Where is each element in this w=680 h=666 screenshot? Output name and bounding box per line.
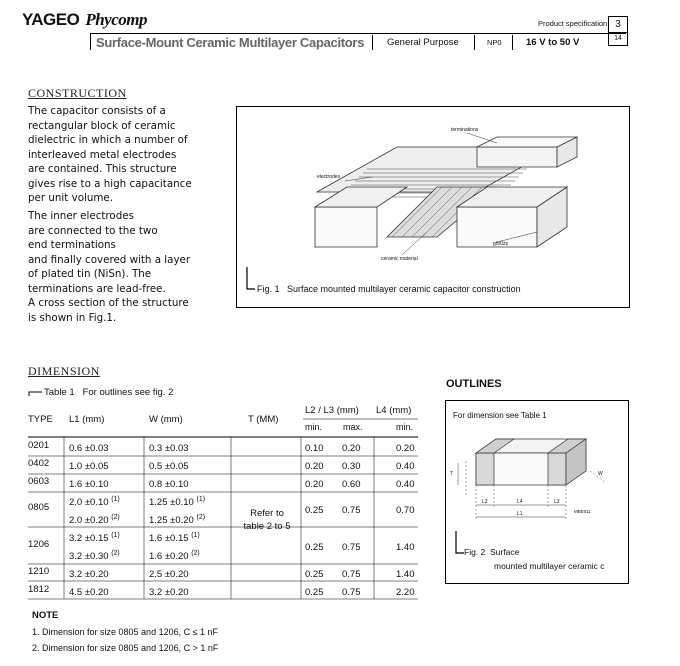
total-pages: 14	[614, 35, 622, 42]
label-drawing-code: ghr0zz	[493, 241, 509, 247]
row-1206-wb: 1.6 ±0.20 $^{(2)}$	[149, 550, 200, 563]
note-1: 1. Dimension for size 0805 and 1206, C ≤ 1 nF	[32, 627, 219, 637]
row-1812-l2max: 0.75	[342, 587, 361, 598]
col-l4-min-header: min.	[396, 422, 414, 432]
row-1812-l2min: 0.25	[305, 587, 324, 598]
col-l2l3-header: L2 / L3 (mm)	[305, 405, 359, 416]
outlines-note: For dimension see Table 1	[453, 411, 547, 420]
row-1812-l4min: 2.20	[396, 587, 415, 598]
label-w: W	[598, 471, 603, 477]
row-1206-l1b: 3.2 ±0.30 $^{(2)}$	[69, 550, 120, 563]
header-divider	[474, 35, 475, 50]
fig2-caption: Fig. 2 Surface	[464, 547, 520, 557]
row-0603-w: 0.8 ±0.10	[149, 479, 189, 490]
row-1210-w: 2.5 ±0.20	[149, 569, 189, 580]
row-1206-type: 1206	[28, 539, 50, 550]
row-0201-l2max: 0.20	[342, 443, 361, 454]
row-0805-l1a: 2.0 ±0.10 $^{(1)}$	[69, 496, 120, 509]
row-1206-l2max: 0.75	[342, 542, 361, 553]
outlines-heading: OUTLINES	[446, 378, 502, 390]
row-0402-type: 0402	[28, 458, 50, 469]
dimension-heading: DIMENSION	[28, 364, 100, 378]
row-1210-l4min: 1.40	[396, 569, 415, 580]
row-0201-l4min: 0.20	[396, 443, 415, 454]
row-0805-l4min: 0.70	[396, 505, 415, 516]
brand-yageo: YAGEO	[22, 10, 80, 29]
row-1206-l2min: 0.25	[305, 542, 324, 553]
label-l1: L1	[517, 511, 523, 517]
note-2: 2. Dimension for size 0805 and 1206, C > 1 nF	[32, 643, 219, 653]
row-0805-l1b: 2.0 ±0.20 $^{(2)}$	[69, 514, 120, 527]
row-0402-l4min: 0.40	[396, 461, 415, 472]
header-voltage: 16 V to 50 V	[526, 37, 580, 48]
row-1812-w: 3.2 ±0.20	[149, 587, 189, 598]
row-0201-l1: 0.6 ±0.03	[69, 443, 109, 454]
row-0603-type: 0603	[28, 476, 50, 487]
label-terminations: terminations	[451, 127, 479, 133]
label-drawing-code: MBE011	[574, 509, 591, 514]
col-t-header: T (MM)	[248, 414, 279, 425]
row-1812-l1: 4.5 ±0.20	[69, 587, 109, 598]
row-0603-l2min: 0.20	[305, 479, 324, 490]
page-number-box	[608, 16, 628, 46]
row-0805-type: 0805	[28, 502, 50, 513]
product-spec-label: Product specification	[538, 19, 608, 28]
header-divider	[512, 35, 513, 50]
row-1812-type: 1812	[28, 584, 50, 595]
table-caption	[44, 387, 173, 398]
header-general: General Purpose	[387, 37, 459, 48]
fig2-caption-line2: mounted multilayer ceramic c	[494, 561, 605, 571]
header-divider	[372, 35, 373, 50]
row-0805-l2min: 0.25	[305, 505, 324, 516]
label-l3: L3	[554, 499, 560, 505]
col-l2-max-header: max.	[343, 422, 363, 432]
construction-paragraph-1: The capacitor consists of a rectangular block of ceramic dielectric in which a number of interleaved metal electrodes are contained. This structure gives rise to a high capacitance per unit volume.	[28, 105, 192, 204]
col-l1-header: L1 (mm)	[69, 414, 105, 425]
row-0402-l1: 1.0 ±0.05	[69, 461, 109, 472]
row-1206-l1a: 3.2 ±0.15 $^{(1)}$	[69, 532, 120, 545]
row-1210-type: 1210	[28, 566, 50, 577]
fig1-caption	[257, 284, 521, 294]
row-1210-l2max: 0.75	[342, 569, 361, 580]
fig2-number: Fig. 2	[464, 547, 486, 557]
label-l4: L4	[517, 499, 523, 505]
construction-paragraph-2: The inner electrodes are connected to the two end terminations and finally covered with a layer of plated tin (NiSn). The terminations are lead-free. A cross section of the structure is shown in Fig.1.	[28, 210, 191, 324]
row-0201-w: 0.3 ±0.03	[149, 443, 189, 454]
brand-logo	[22, 10, 147, 30]
header-npo: NP0	[487, 38, 502, 47]
row-0402-w: 0.5 ±0.05	[149, 461, 189, 472]
fig2-box	[445, 400, 629, 584]
row-0805-wb: 1.25 ±0.20 $^{(2)}$	[149, 514, 206, 527]
table-caption-text: For outlines see fig. 2	[82, 387, 174, 398]
label-electrodes: electrodes	[317, 174, 341, 180]
row-1210-l2min: 0.25	[305, 569, 324, 580]
col-l4-header: L4 (mm)	[376, 405, 412, 416]
document-title: Surface-Mount Ceramic Multilayer Capacitors	[96, 35, 365, 50]
table-number: Table 1	[44, 387, 75, 398]
row-0603-l4min: 0.40	[396, 479, 415, 490]
label-l2: L2	[482, 499, 488, 505]
row-1206-l4min: 1.40	[396, 542, 415, 553]
notes-heading: NOTE	[32, 610, 59, 621]
row-1210-l1: 3.2 ±0.20	[69, 569, 109, 580]
row-0603-l2max: 0.60	[342, 479, 361, 490]
header-divider	[90, 34, 91, 50]
table-caption-bracket	[28, 384, 44, 396]
row-0201-l2min: 0.10	[305, 443, 324, 454]
label-ceramic: ceramic material	[381, 256, 418, 262]
col-w-header: W (mm)	[149, 414, 183, 425]
row-0805-l2max: 0.75	[342, 505, 361, 516]
row-0402-l2min: 0.20	[305, 461, 324, 472]
row-0201-type: 0201	[28, 440, 50, 451]
capacitor-construction-drawing	[237, 107, 629, 307]
row-0402-l2max: 0.30	[342, 461, 361, 472]
brand-phycomp: Phycomp	[85, 10, 147, 29]
construction-heading: CONSTRUCTION	[28, 86, 127, 100]
row-0603-l1: 1.6 ±0.10	[69, 479, 109, 490]
fig1-caption-text: Surface mounted multilayer ceramic capacitor construction	[287, 284, 521, 294]
row-1206-wa: 1.6 ±0.15 $^{(1)}$	[149, 532, 200, 545]
label-t: T	[450, 471, 454, 477]
fig1-number: Fig. 1	[257, 284, 280, 294]
page-number: 3	[609, 17, 627, 33]
fig1-box	[236, 106, 630, 308]
header-rule	[90, 33, 626, 34]
t-refer-cell: Refer to table 2 to 5	[243, 508, 291, 532]
row-0805-wa: 1.25 ±0.10 $^{(1)}$	[149, 496, 206, 509]
col-l2-min-header: min.	[305, 422, 323, 432]
col-type-header: TYPE	[28, 414, 53, 425]
